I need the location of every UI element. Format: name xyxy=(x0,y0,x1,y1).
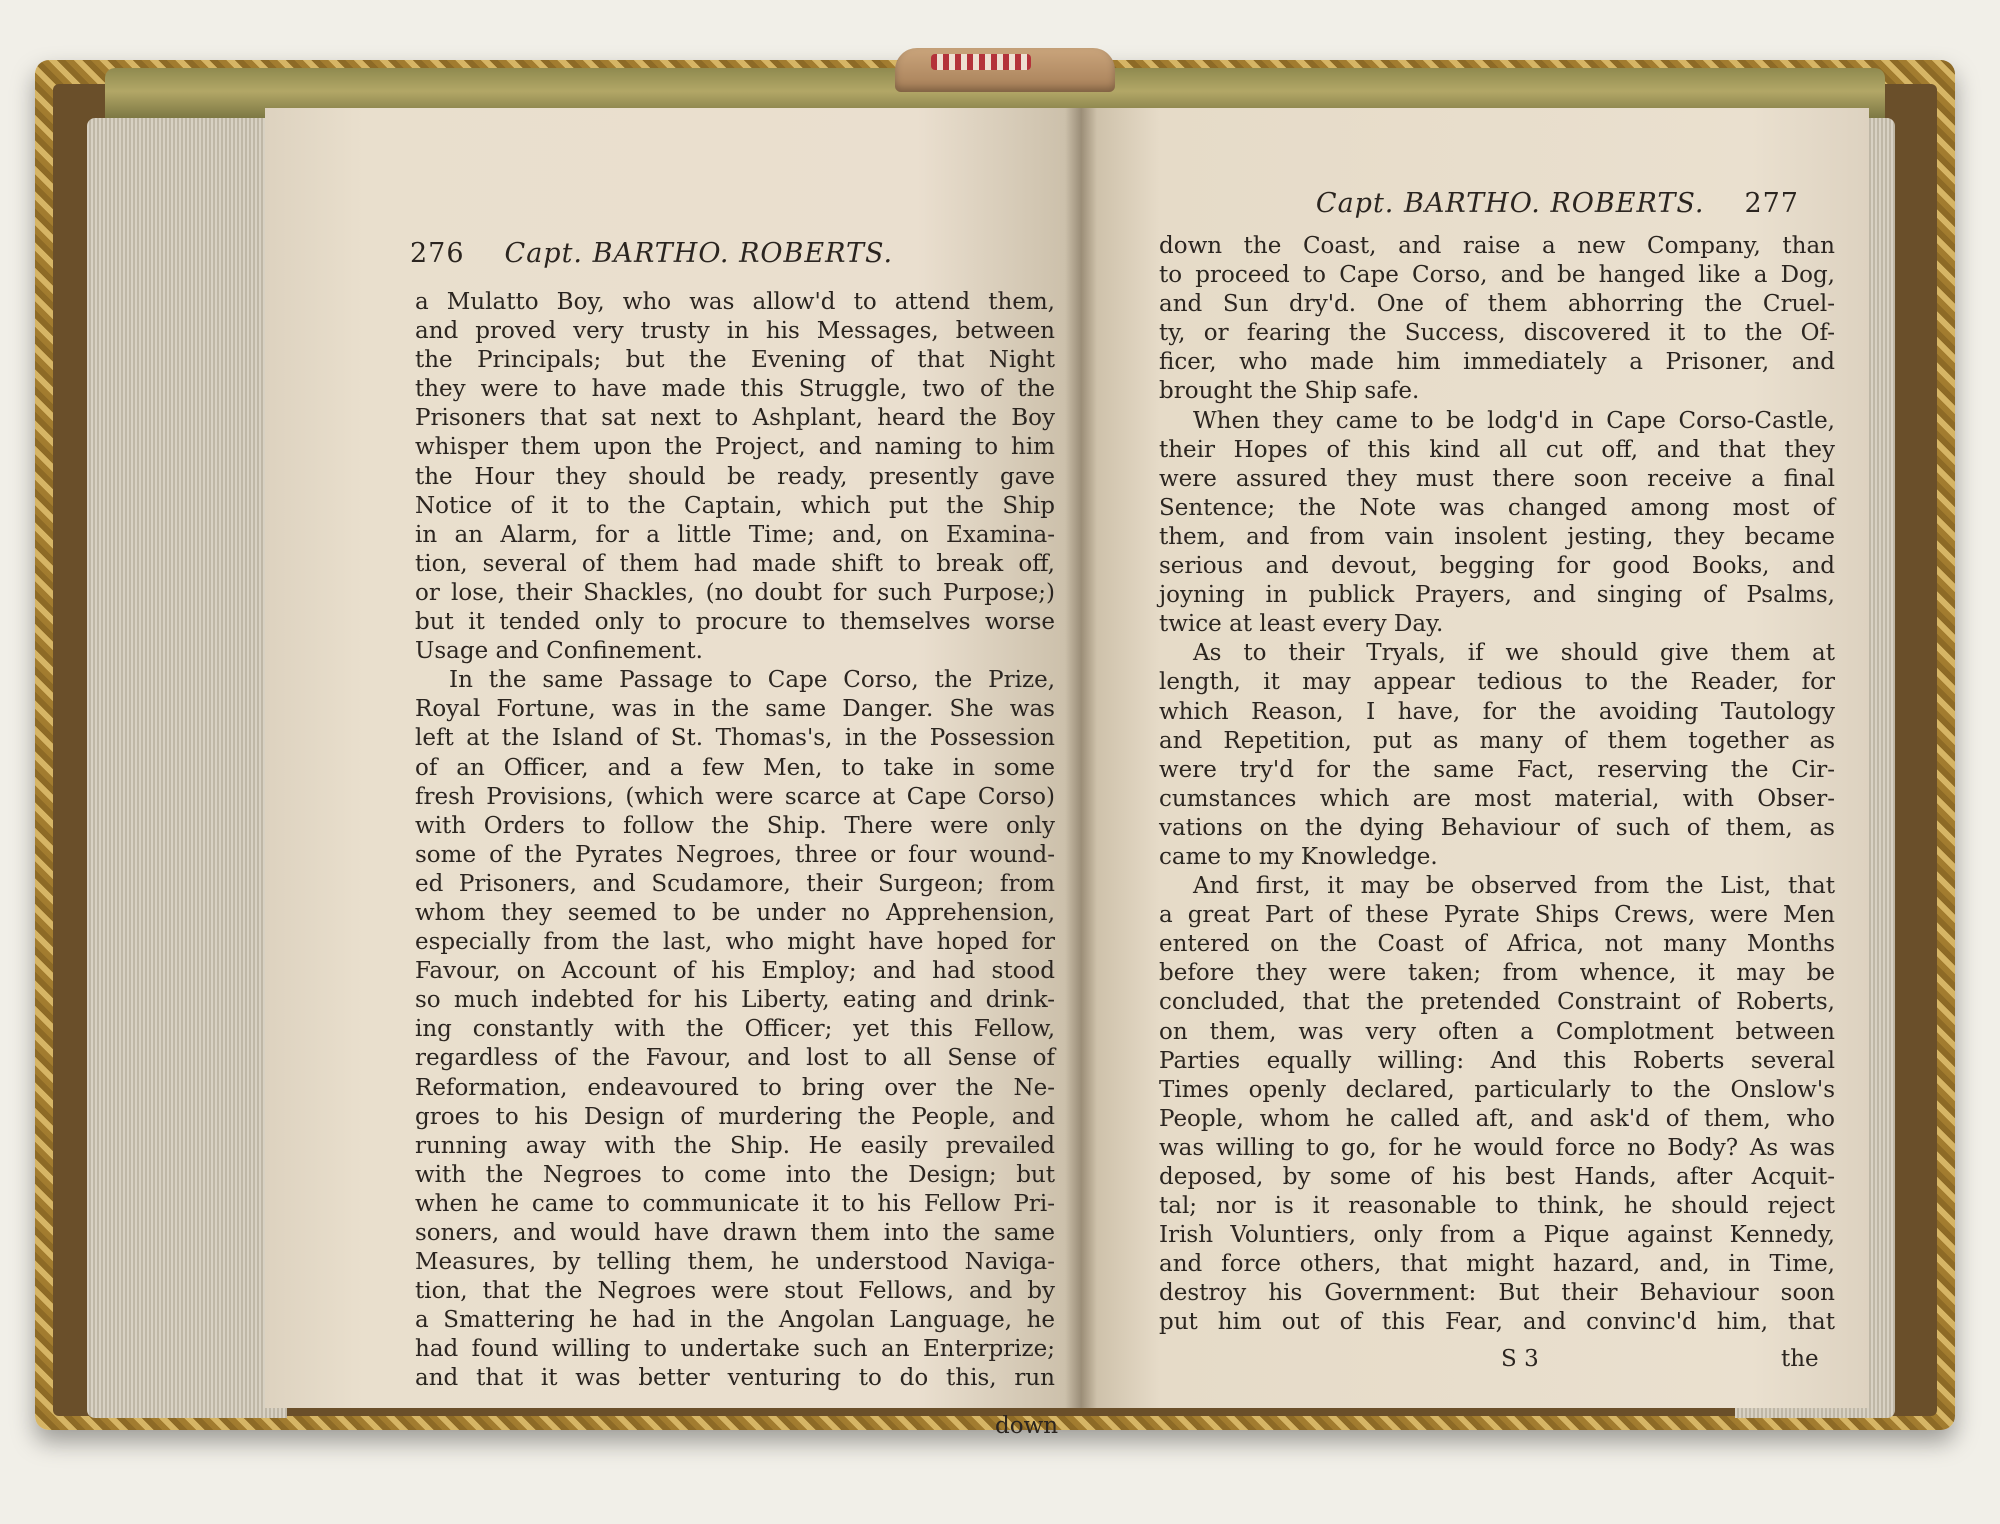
text-line: entered on the Coast of Africa, not many Months xyxy=(1159,931,1835,958)
text-line: especially from the last, who might have hoped for xyxy=(415,929,1055,956)
text-line: Parties equally willing: And this Roberts several xyxy=(1159,1047,1835,1074)
text-line: Royal Fortune, was in the same Danger. She was xyxy=(415,696,1055,723)
text-line: People, whom he called aft, and ask'd of them, who xyxy=(1159,1105,1835,1132)
text-line: Times openly declared, particularly to the Onslow's xyxy=(1159,1076,1835,1103)
text-line: left at the Island of St. Thomas's, in the Possession xyxy=(415,725,1055,752)
text-line: And first, it may be observed from the List, that xyxy=(1193,873,1835,900)
text-line: fresh Provisions, (which were scarce at Cape Corso) xyxy=(415,783,1055,810)
left-running-head xyxy=(410,238,893,269)
text-line: the Principals; but the Evening of that Night xyxy=(415,347,1055,374)
text-line: or lose, their Shackles, (no doubt for such Purpose;) xyxy=(415,579,1055,606)
text-line: which Reason, I have, for the avoiding Tautology xyxy=(1159,698,1835,725)
text-line: a Mulatto Boy, who was allow'd to attend them, xyxy=(415,289,1055,315)
text-line: When they came to be lodg'd in Cape Corso-Castle, xyxy=(1193,407,1835,434)
text-line: tion, several of them had made shift to break off, xyxy=(415,550,1055,577)
text-line: tal; nor is it reasonable to think, he should reject xyxy=(1159,1193,1835,1220)
text-line: were assured they must there soon receive a final xyxy=(1159,465,1835,492)
open-book xyxy=(35,48,1955,1439)
text-line: Favour, on Account of his Employ; and had stood xyxy=(415,958,1055,985)
text-line: Usage and Confinement. xyxy=(415,638,703,665)
text-line: regardless of the Favour, and lost to all Sense of xyxy=(415,1045,1055,1072)
text-line: ing constantly with the Officer; yet this Fellow, xyxy=(415,1016,1055,1043)
left-page xyxy=(265,108,1081,1439)
text-line: a Smattering he had in the Angolan Language, he xyxy=(415,1307,1055,1334)
text-line: in an Alarm, for a little Time; and, on Examina- xyxy=(415,521,1055,548)
text-line: but it tended only to procure to themselves worse xyxy=(415,609,1055,636)
text-line: whisper them upon the Project, and naming to him xyxy=(415,434,1055,461)
text-line: Reformation, endeavoured to bring over the Ne- xyxy=(415,1074,1055,1101)
left-catchword: down xyxy=(995,1413,1059,1439)
text-line: and Sun dry'd. One of them abhorring the Cruel- xyxy=(1159,291,1835,318)
text-line: and that it was better venturing to do this, run xyxy=(415,1365,1055,1392)
text-line: joyning in publick Prayers, and singing of Psalms, xyxy=(1159,582,1835,609)
text-line: cumstances which are most material, with Obser- xyxy=(1159,785,1835,812)
text-line: As to their Tryals, if we should give them at xyxy=(1193,640,1835,667)
text-line: before they were taken; from whence, it may be xyxy=(1159,960,1835,987)
right-running-title: Capt. BARTHO. ROBERTS. xyxy=(1315,188,1705,219)
right-text-block xyxy=(1159,232,1835,1338)
text-line: brought the Ship safe. xyxy=(1159,378,1420,405)
text-line: tion, that the Negroes were stout Fellows, and by xyxy=(415,1278,1055,1305)
text-line: with Orders to follow the Ship. There were only xyxy=(415,812,1055,839)
right-page xyxy=(1081,108,1869,1408)
right-running-head xyxy=(1316,188,1799,219)
text-line: ty, or fearing the Success, discovered it to the Of- xyxy=(1159,320,1835,347)
text-line: and force others, that might hazard, and, in Time, xyxy=(1159,1251,1835,1278)
book-gutter xyxy=(1065,108,1097,1408)
text-line: twice at least every Day. xyxy=(1159,611,1444,638)
text-line: concluded, that the pretended Constraint of Roberts, xyxy=(1159,989,1835,1016)
text-line: In the same Passage to Cape Corso, the Prize, xyxy=(449,667,1055,694)
right-catchword: the xyxy=(1781,1346,1819,1372)
text-line: running away with the Ship. He easily prevailed xyxy=(415,1132,1055,1159)
text-line: Prisoners that sat next to Ashplant, heard the Boy xyxy=(415,405,1055,432)
left-running-title: Capt. BARTHO. ROBERTS. xyxy=(504,238,894,269)
text-line: was willing to go, for he would force no Body? As was xyxy=(1159,1134,1835,1161)
left-text-block xyxy=(415,288,1055,1394)
text-line: had found willing to undertake such an Enterprize; xyxy=(415,1336,1055,1363)
text-line: were try'd for the same Fact, reserving the Cir- xyxy=(1159,756,1835,783)
text-line: Notice of it to the Captain, which put the Ship xyxy=(415,492,1055,519)
text-line: Measures, by telling them, he understood Naviga- xyxy=(415,1249,1055,1276)
right-signature-mark: S 3 xyxy=(1501,1346,1539,1372)
text-line: vations on the dying Behaviour of such of them, as xyxy=(1159,814,1835,841)
text-line: so much indebted for his Liberty, eating and drink- xyxy=(415,987,1055,1014)
text-line: Irish Voluntiers, only from a Pique against Kennedy, xyxy=(1159,1222,1835,1249)
text-line: came to my Knowledge. xyxy=(1159,843,1438,870)
text-line: put him out of this Fear, and convinc'd him, that xyxy=(1159,1309,1835,1336)
text-line: serious and devout, begging for good Books, and xyxy=(1159,553,1835,580)
right-page-number: 277 xyxy=(1744,188,1799,219)
text-line: the Hour they should be ready, presently gave xyxy=(415,463,1055,490)
text-line: and Repetition, put as many of them together as xyxy=(1159,727,1835,754)
text-line: their Hopes of this kind all cut off, and that they xyxy=(1159,436,1835,463)
text-line: length, it may appear tedious to the Reader, for xyxy=(1159,669,1835,696)
left-page-number: 276 xyxy=(410,238,465,269)
text-line: down the Coast, and raise a new Company, than xyxy=(1159,233,1835,259)
text-line: them, and from vain insolent jesting, they became xyxy=(1159,523,1835,550)
text-line: ficer, who made him immediately a Prisoner, and xyxy=(1159,349,1835,376)
text-line: soners, and would have drawn them into the same xyxy=(415,1220,1055,1246)
text-line: destroy his Government: But their Behaviour soon xyxy=(1159,1280,1835,1307)
text-line: when he came to communicate it to his Fellow Pri- xyxy=(415,1190,1055,1217)
text-line: they were to have made this Struggle, two of the xyxy=(415,376,1055,403)
text-line: to proceed to Cape Corso, and be hanged like a Dog, xyxy=(1159,262,1835,289)
text-line: Sentence; the Note was changed among most of xyxy=(1159,494,1835,521)
text-line: on them, was very often a Complotment between xyxy=(1159,1018,1835,1045)
text-line: some of the Pyrates Negroes, three or four wound- xyxy=(415,841,1055,868)
text-line: groes to his Design of murdering the People, and xyxy=(415,1103,1055,1130)
headband xyxy=(931,54,1031,70)
text-line: ed Prisoners, and Scudamore, their Surgeon; from xyxy=(415,870,1055,897)
text-line: of an Officer, and a few Men, to take in some xyxy=(415,754,1055,781)
page-stack-left xyxy=(87,118,287,1418)
text-line: with the Negroes to come into the Design; but xyxy=(415,1161,1055,1188)
text-line: deposed, by some of his best Hands, after Acquit- xyxy=(1159,1164,1835,1190)
text-line: a great Part of these Pyrate Ships Crews, were Men xyxy=(1159,902,1835,929)
text-line: and proved very trusty in his Messages, between xyxy=(415,318,1055,345)
text-line: whom they seemed to be under no Apprehension, xyxy=(415,899,1055,926)
